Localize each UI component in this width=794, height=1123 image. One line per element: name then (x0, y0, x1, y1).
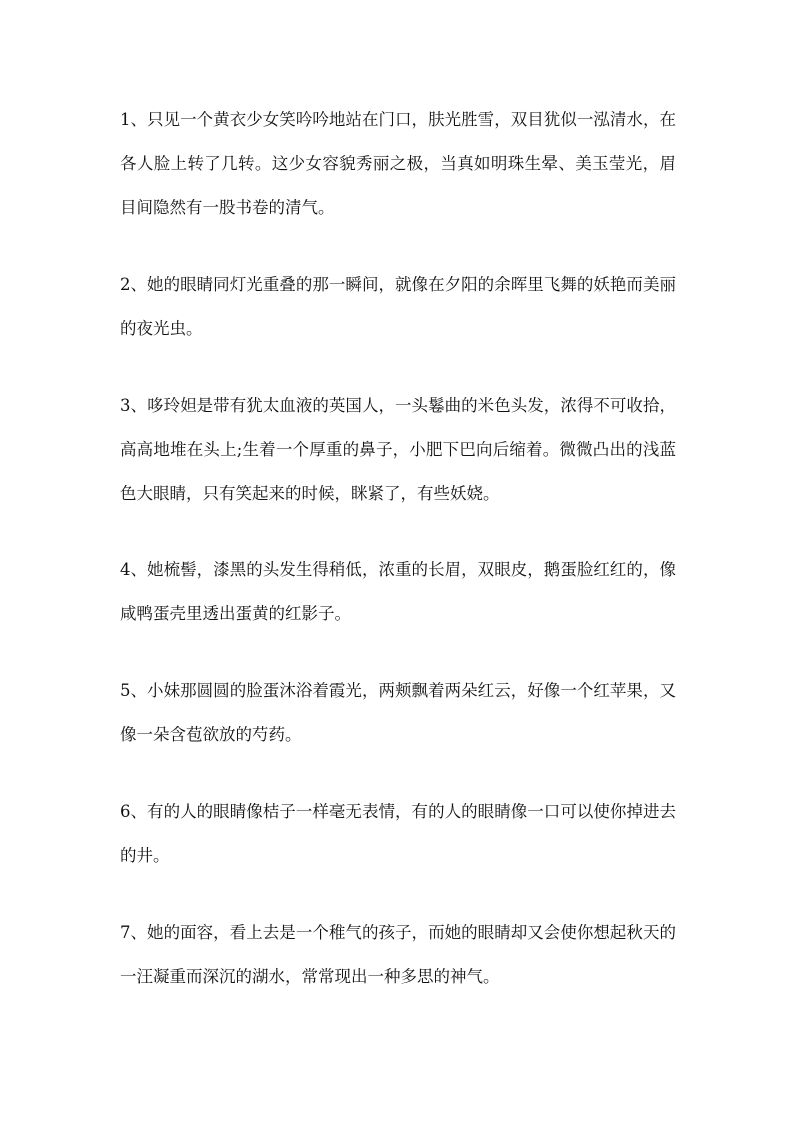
paragraph-6: 6、有的人的眼睛像桔子一样毫无表情，有的人的眼睛像一口可以使你掉进去的井。 (120, 802, 676, 865)
paragraph-2: 2、她的眼睛同灯光重叠的那一瞬间，就像在夕阳的余晖里飞舞的妖艳而美丽的夜光虫。 (120, 275, 676, 338)
paragraph-4: 4、她梳髻，漆黑的头发生得稍低，浓重的长眉，双眼皮，鹅蛋脸红红的，像咸鸭蛋壳里透出蛋黄的红影子。 (120, 560, 676, 623)
paragraph-7: 7、她的面容，看上去是一个稚气的孩子，而她的眼睛却又会使你想起秋天的一汪凝重而深沉的湖水，常常现出一种多思的神气。 (120, 923, 676, 986)
paragraph-5: 5、小妹那圆圆的脸蛋沐浴着霞光，两颊飘着两朵红云，好像一个红苹果，又像一朵含苞欲放的芍药。 (120, 681, 676, 744)
paragraph-1: 1、只见一个黄衣少女笑吟吟地站在门口，肤光胜雪，双目犹似一泓清水，在各人脸上转了几转。这少女容貌秀丽之极，当真如明珠生晕、美玉莹光，眉目间隐然有一股书卷的清气。 (120, 110, 676, 217)
paragraph-3: 3、哆玲妲是带有犹太血液的英国人，一头鬈曲的米色头发，浓得不可收拾，高高地堆在头上;生着一个厚重的鼻子，小肥下巴向后缩着。微微凸出的浅蓝色大眼睛，只有笑起来的时候，眯紧了，有些妖娆。 (120, 396, 676, 503)
